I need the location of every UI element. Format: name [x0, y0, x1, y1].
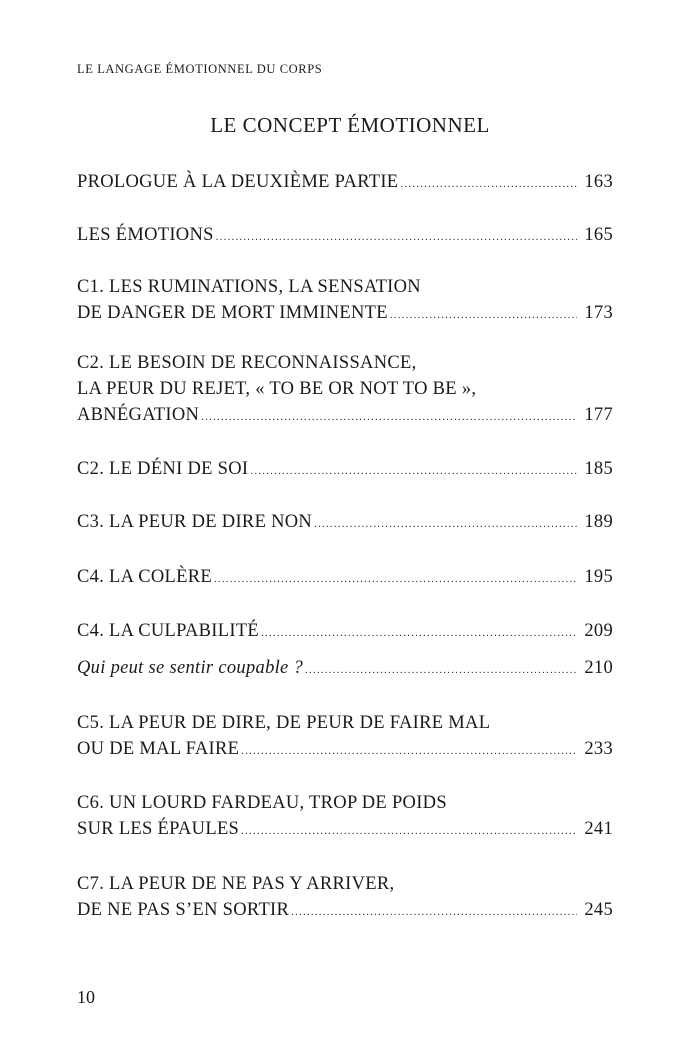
toc-entry-line	[77, 274, 613, 300]
toc-entry-title: C7. LA PEUR DE NE PAS Y ARRIVER,	[77, 874, 395, 894]
toc-entry-line	[77, 350, 613, 376]
toc-entry[interactable]	[77, 618, 613, 646]
dot-leader	[214, 566, 577, 592]
dot-leader	[390, 302, 577, 328]
toc-entry-page: 177	[584, 405, 613, 425]
toc-entry-title: C4. LA CULPABILITÉ	[77, 621, 260, 641]
toc-entry-title: C3. LA PEUR DE DIRE NON	[77, 512, 313, 532]
toc-entry[interactable]	[77, 509, 613, 537]
toc-entry-line	[77, 871, 613, 897]
toc-entry-page: 173	[584, 303, 613, 323]
dot-leader	[291, 899, 577, 925]
toc-entry-page: 189	[584, 512, 613, 532]
toc-entry-title: Qui peut se sentir coupable ?	[77, 658, 304, 678]
toc-entry-line	[77, 402, 613, 430]
toc-entry[interactable]	[77, 655, 613, 683]
toc-entry-title: C6. UN LOURD FARDEAU, TROP DE POIDS	[77, 793, 447, 813]
toc-entry-line	[77, 509, 613, 537]
toc-entry[interactable]	[77, 790, 613, 844]
dot-leader	[250, 458, 577, 484]
toc-entry-title: DE DANGER DE MORT IMMINENTE	[77, 303, 388, 323]
toc-entry[interactable]	[77, 222, 613, 250]
dot-leader	[261, 620, 577, 646]
toc-entry-page: 245	[584, 900, 613, 920]
toc-entry-line	[77, 736, 613, 764]
dot-leader	[305, 657, 577, 683]
toc-entry-line	[77, 169, 613, 197]
toc-entry-title: C1. LES RUMINATIONS, LA SENSATION	[77, 277, 421, 297]
toc-entry-title: OU DE MAL FAIRE	[77, 739, 240, 759]
toc-entry-line	[77, 376, 613, 402]
toc-entry-title: C5. LA PEUR DE DIRE, DE PEUR DE FAIRE MAL	[77, 713, 491, 733]
toc-entry[interactable]	[77, 710, 613, 764]
toc-entry-title: C2. LE BESOIN DE RECONNAISSANCE,	[77, 353, 417, 373]
toc-entry[interactable]	[77, 564, 613, 592]
section-title: LE CONCEPT ÉMOTIONNEL	[210, 113, 490, 137]
toc-entry-line	[77, 222, 613, 250]
toc-entry-title: LES ÉMOTIONS	[77, 225, 214, 245]
toc-entry-line	[77, 790, 613, 816]
toc-entry[interactable]	[77, 456, 613, 484]
toc-entry[interactable]	[77, 350, 613, 430]
toc-entry-line	[77, 897, 613, 925]
toc-entry-line	[77, 655, 613, 683]
toc-entry-line	[77, 456, 613, 484]
dot-leader	[314, 511, 577, 537]
toc-entry-title: C2. LE DÉNI DE SOI	[77, 459, 249, 479]
dot-leader	[201, 404, 577, 430]
toc-entry-page: 210	[584, 658, 613, 678]
toc-entry[interactable]	[77, 169, 613, 197]
toc-entry-title: DE NE PAS S’EN SORTIR	[77, 900, 290, 920]
toc-entry-page: 241	[584, 819, 613, 839]
toc-entry-line	[77, 300, 613, 328]
toc-entry-line	[77, 618, 613, 646]
dot-leader	[400, 171, 577, 197]
toc-entry-page: 195	[584, 567, 613, 587]
toc-entry[interactable]	[77, 274, 613, 328]
toc-entry-page: 185	[584, 459, 613, 479]
dot-leader	[241, 818, 577, 844]
page-number: 10	[77, 987, 95, 1007]
toc-entry-title: PROLOGUE À LA DEUXIÈME PARTIE	[77, 172, 399, 192]
toc-entry-page: 209	[584, 621, 613, 641]
toc-entry-title: SUR LES ÉPAULES	[77, 819, 240, 839]
toc-entry-page: 233	[584, 739, 613, 759]
toc-entry-title: ABNÉGATION	[77, 405, 200, 425]
toc-entry-line	[77, 816, 613, 844]
running-header: LE LANGAGE ÉMOTIONNEL DU CORPS	[77, 62, 323, 76]
toc-entry[interactable]	[77, 871, 613, 925]
toc-entry-title: LA PEUR DU REJET, « TO BE OR NOT TO BE »,	[77, 379, 477, 399]
toc-entry-title: C4. LA COLÈRE	[77, 567, 212, 587]
toc-entry-line	[77, 564, 613, 592]
dot-leader	[241, 738, 577, 764]
toc-entry-page: 165	[584, 225, 613, 245]
toc-entry-line	[77, 710, 613, 736]
dot-leader	[216, 224, 577, 250]
toc-entry-page: 163	[584, 172, 613, 192]
